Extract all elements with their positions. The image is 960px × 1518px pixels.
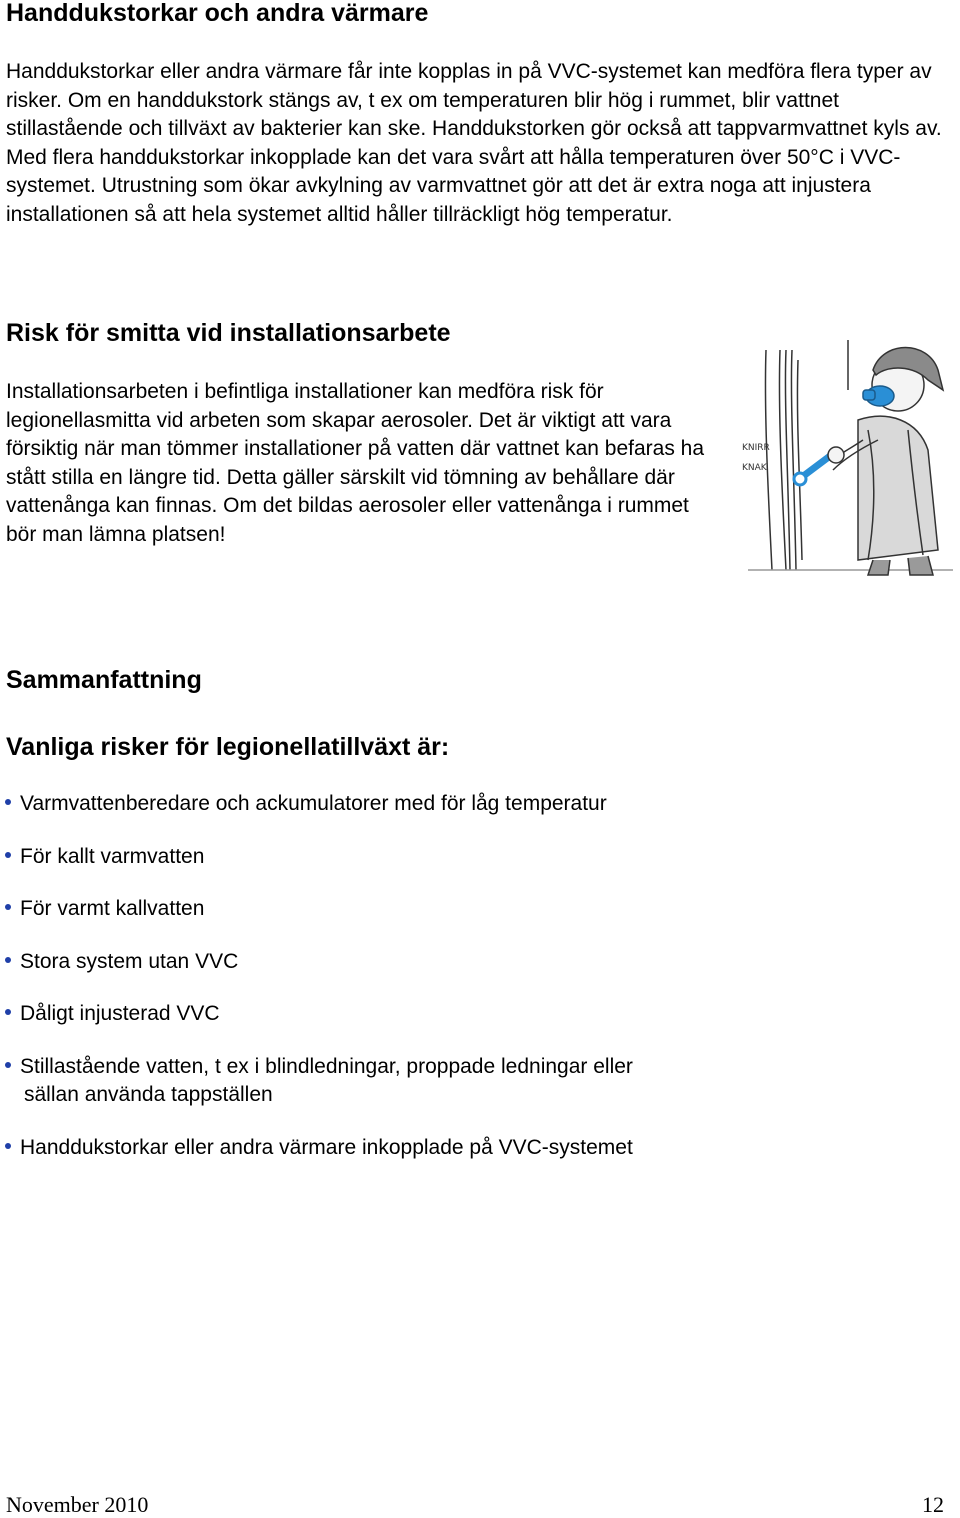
bullet-icon xyxy=(5,1009,11,1015)
list-item xyxy=(0,790,900,819)
section-title-installation-risk: Risk för smitta vid installationsarbete xyxy=(6,319,451,347)
list-item xyxy=(0,1000,900,1029)
bullet-icon xyxy=(5,957,11,963)
list-item-text: För varmt kallvatten xyxy=(20,897,205,920)
page-number: 12 xyxy=(922,1492,944,1517)
bullet-icon xyxy=(5,1062,11,1068)
sound-effect-text-2: KNAK xyxy=(742,463,767,473)
list-item xyxy=(0,948,900,977)
paragraph-towel-dryers: Handdukstorkar eller andra värmare får inte kopplas in på VVC-systemet kan medföra flera typer av risker. Om en handdukstork stängs av, t ex om temperaturen blir hög i rummet, blir vattnet stillastående och tillväxt av bakterier kan ske. Handdukstorken gör också att tappvarmvattnet kyls av. Med flera handdukstorkar inkopplade kan det vara svårt att hålla temperaturen över 50°C i VVC-systemet. Utrustning som ökar avkylning av varmvattnet gör att det är extra noga att injustera installationen så att hela systemet alltid håller tillräckligt hög temperatur. xyxy=(6,60,942,226)
list-item-text: För kallt varmvatten xyxy=(20,844,205,868)
plumber-illustration xyxy=(738,330,958,580)
list-item-text: Stora system utan VVC xyxy=(20,949,239,973)
bullet-icon xyxy=(5,852,11,858)
bullet-icon xyxy=(5,1143,11,1149)
list-item xyxy=(0,895,900,924)
bullet-icon xyxy=(5,799,11,805)
list-item-text: Stillastående vatten, t ex i blindledningar, proppade ledningar eller xyxy=(20,1054,633,1078)
list-item xyxy=(0,1134,900,1163)
list-item-text: Dåligt injusterad VVC xyxy=(20,1002,220,1025)
paragraph-installation-risk: Installationsarbeten i befintliga installationer kan medföra risk för legionellasmitta vid arbeten som skapar aerosoler. Det är viktigt att vara försiktig när man tömmer installationer på vatten där vattnet kan befaras ha stått stilla en längre tid. Detta gäller särskilt vid tömning av behållare där vattenånga kan finnas. Om det bildas aerosoler eller vattenånga i rummet bör man lämna platsen! xyxy=(6,380,705,546)
list-item-text: Varmvattenberedare och ackumulatorer med för låg temperatur xyxy=(20,792,607,815)
list-item xyxy=(0,1053,900,1110)
list-item-text-continued: sällan använda tappställen xyxy=(24,1083,273,1106)
list-item-text: Handdukstorkar eller andra värmare inkopplade på VVC-systemet xyxy=(20,1135,633,1159)
footer-date: November 2010 xyxy=(6,1492,149,1517)
section-title-summary: Sammanfattning xyxy=(6,666,202,694)
list-item xyxy=(0,843,900,872)
sound-effect-text-1: KNIRR xyxy=(742,443,770,453)
risk-list xyxy=(0,790,900,1186)
section-title-towel-dryers: Handdukstorkar och andra värmare xyxy=(6,0,429,27)
summary-subtitle: Vanliga risker för legionellatillväxt är: xyxy=(6,733,450,761)
bullet-icon xyxy=(5,904,11,910)
